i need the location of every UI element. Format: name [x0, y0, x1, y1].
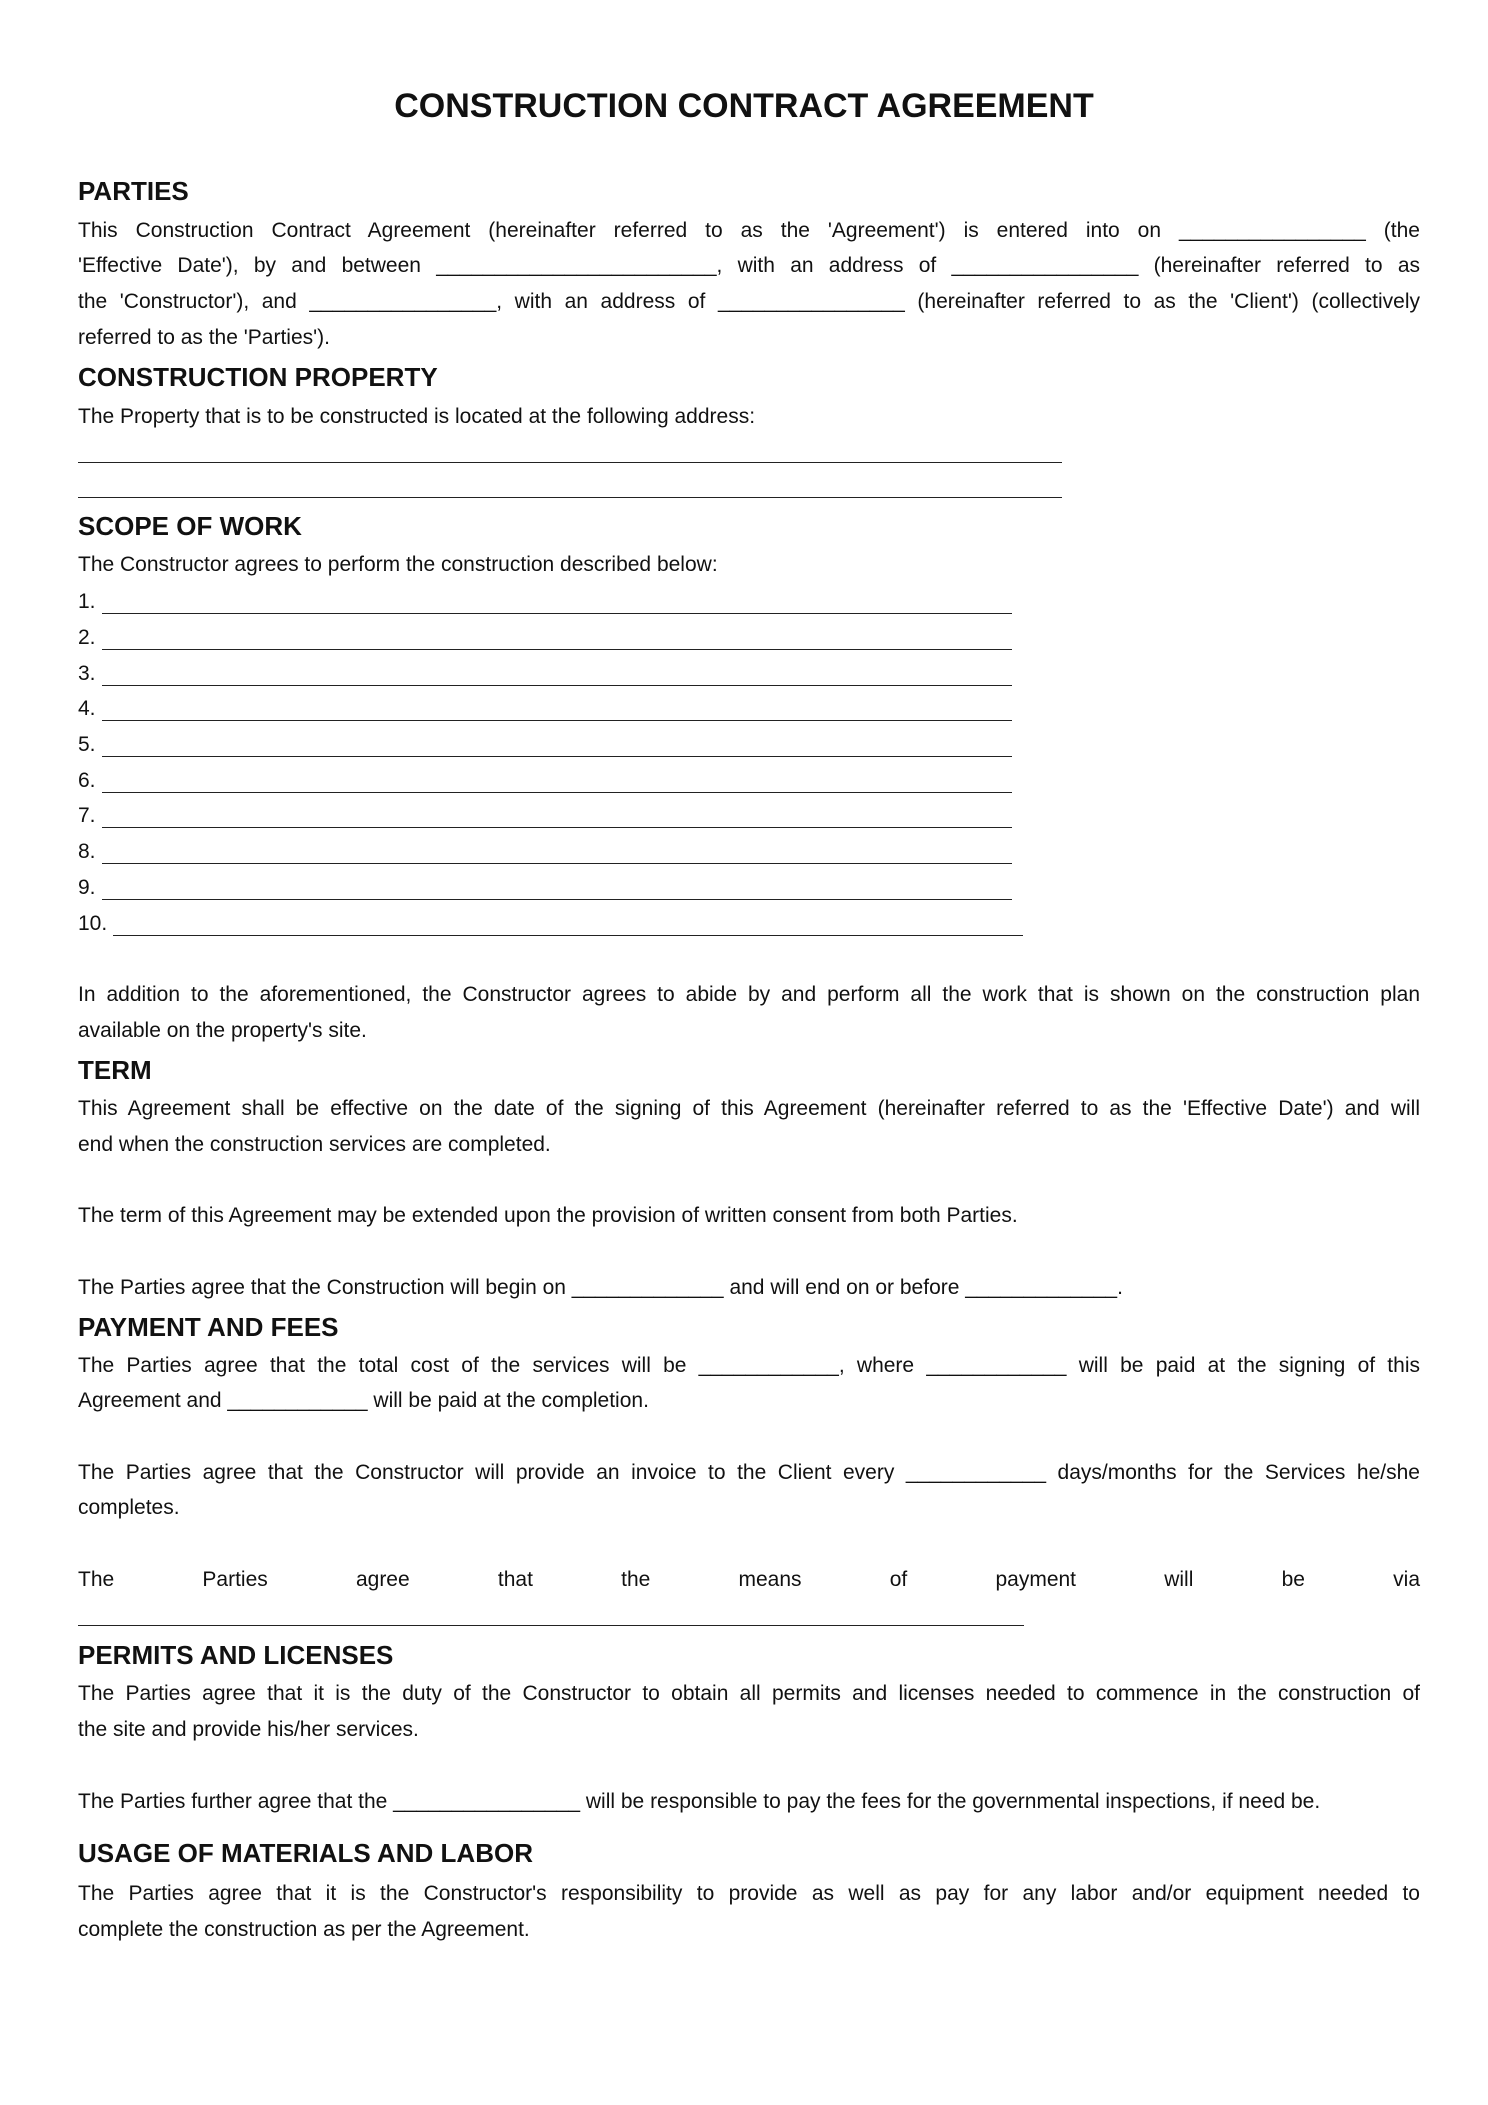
property-heading: CONSTRUCTION PROPERTY — [78, 362, 438, 392]
payment-means-line: The Parties agree that the means of payment will be via — [78, 1568, 1420, 1591]
scope-after-line: In addition to the aforementioned, the Constructor agrees to abide by and perform all the work that is shown on the construction plan — [78, 983, 1420, 1006]
scope-item-blank[interactable] — [102, 696, 1012, 721]
permits-line: The Parties agree that it is the duty of the Constructor to obtain all permits and licenses needed to commence in the construction of — [78, 1682, 1420, 1705]
scope-item-number: 5. — [78, 733, 96, 756]
payment-invoice-line: The Parties agree that the Constructor will provide an invoice to the Client every ____________ days/months for the Services he/she — [78, 1461, 1420, 1484]
scope-item-blank[interactable] — [102, 768, 1012, 793]
usage-line: The Parties agree that it is the Constructor's responsibility to provide as well as pay for any labor and/or equipment needed to — [78, 1882, 1420, 1905]
scope-item[interactable] — [78, 763, 1012, 799]
payment-invoice-line: completes. — [78, 1496, 180, 1519]
property-address-blank[interactable] — [78, 462, 1062, 463]
scope-intro: The Constructor agrees to perform the construction described below: — [78, 553, 718, 576]
scope-item[interactable] — [78, 620, 1012, 656]
scope-item-number: 9. — [78, 876, 96, 899]
term-extension: The term of this Agreement may be extended upon the provision of written consent from both Parties. — [78, 1204, 1018, 1227]
term-line: This Agreement shall be effective on the date of the signing of this Agreement (hereinafter referred to as the 'Effective Date') and will — [78, 1097, 1420, 1120]
scope-item[interactable] — [78, 656, 1012, 692]
scope-item-number: 8. — [78, 840, 96, 863]
scope-item-number: 1. — [78, 590, 96, 613]
scope-item-blank[interactable] — [102, 732, 1012, 757]
permits-line: the site and provide his/her services. — [78, 1718, 419, 1741]
scope-item-blank[interactable] — [102, 661, 1012, 686]
usage-line: complete the construction as per the Agreement. — [78, 1918, 530, 1941]
scope-item-blank[interactable] — [102, 589, 1012, 614]
scope-item[interactable] — [78, 906, 1023, 942]
parties-heading: PARTIES — [78, 176, 189, 206]
scope-item-blank[interactable] — [113, 911, 1023, 936]
scope-item-number: 4. — [78, 697, 96, 720]
scope-item[interactable] — [78, 727, 1012, 763]
document-title: CONSTRUCTION CONTRACT AGREEMENT — [394, 87, 1094, 125]
parties-line: referred to as the 'Parties'). — [78, 326, 330, 349]
parties-line: the 'Constructor'), and ________________, with an address of ________________ (hereinafter referred to as the 'Client') (collectively — [78, 290, 1420, 313]
term-dates: The Parties agree that the Construction will begin on _____________ and will end on or before _____________. — [78, 1276, 1123, 1299]
scope-item[interactable] — [78, 584, 1012, 620]
scope-item-number: 2. — [78, 626, 96, 649]
scope-item-number: 6. — [78, 769, 96, 792]
payment-line: The Parties agree that the total cost of the services will be ____________, where ____________ will be paid at the signing of this — [78, 1354, 1420, 1377]
scope-item[interactable] — [78, 834, 1012, 870]
scope-item-blank[interactable] — [102, 839, 1012, 864]
property-address-blank[interactable] — [78, 497, 1062, 498]
scope-item-number: 3. — [78, 662, 96, 685]
scope-item-blank[interactable] — [102, 875, 1012, 900]
term-heading: TERM — [78, 1055, 152, 1085]
scope-heading: SCOPE OF WORK — [78, 511, 302, 541]
payment-means-blank[interactable] — [78, 1625, 1024, 1626]
payment-line: Agreement and ____________ will be paid at the completion. — [78, 1389, 649, 1412]
scope-item[interactable] — [78, 798, 1012, 834]
scope-item[interactable] — [78, 870, 1012, 906]
usage-heading: USAGE OF MATERIALS AND LABOR — [78, 1838, 533, 1868]
scope-item-blank[interactable] — [102, 625, 1012, 650]
payment-heading: PAYMENT AND FEES — [78, 1312, 339, 1342]
permits-heading: PERMITS AND LICENSES — [78, 1640, 394, 1670]
scope-item-number: 7. — [78, 804, 96, 827]
parties-line: This Construction Contract Agreement (hereinafter referred to as the 'Agreement') is entered into on ________________ (the — [78, 219, 1420, 242]
property-intro: The Property that is to be constructed is located at the following address: — [78, 405, 756, 428]
scope-after-line: available on the property's site. — [78, 1019, 367, 1042]
term-line: end when the construction services are completed. — [78, 1133, 551, 1156]
parties-line: 'Effective Date'), by and between ________________________, with an address of ________________ (hereinafter referred to as — [78, 254, 1420, 277]
scope-item[interactable] — [78, 691, 1012, 727]
permits-fees-line: The Parties further agree that the ________________ will be responsible to pay the fees for the governmental inspections, if need be. — [78, 1790, 1321, 1813]
scope-item-blank[interactable] — [102, 803, 1012, 828]
scope-item-number: 10. — [78, 912, 108, 935]
